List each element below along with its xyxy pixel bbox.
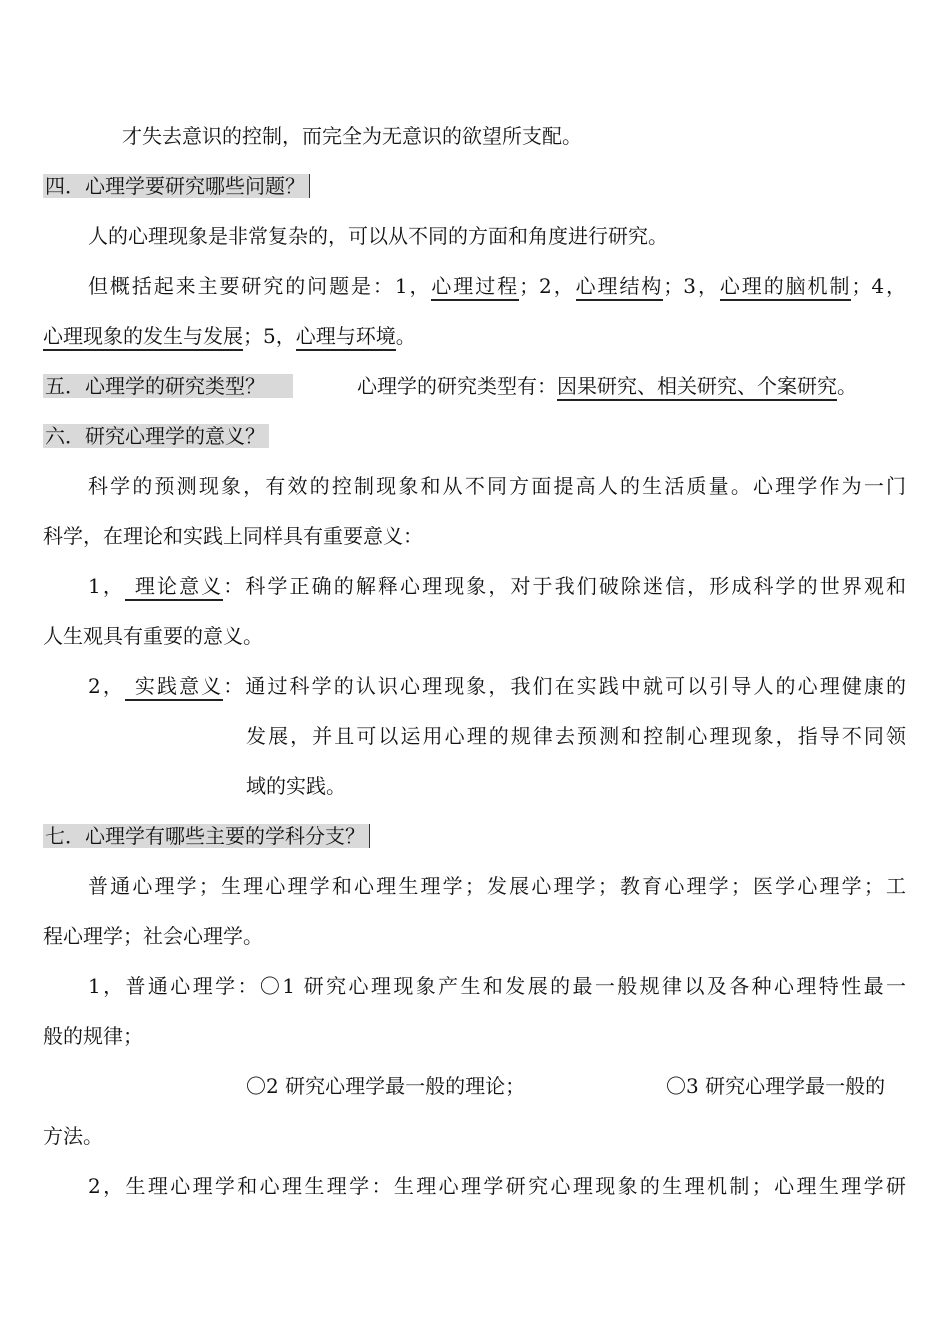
text-segment: ；4， <box>851 274 907 298</box>
paragraph-line: 科学的预测现象，有效的控制现象和从不同方面提高人的生活质量。心理学作为一门 <box>88 474 906 498</box>
heading-text: 五．心理学的研究类型？ <box>43 374 293 398</box>
text-segment: 1， <box>88 574 125 598</box>
text-segment: 心理学的研究类型有： <box>357 374 557 398</box>
text-segment: ：通过科学的认识心理现象，我们在实践中就可以引导人的心理健康的 <box>223 674 907 698</box>
underlined-term: 心理的脑机制 <box>720 274 852 301</box>
paragraph-line: 域的实践。 <box>246 774 346 798</box>
text-segment: 。 <box>837 374 857 398</box>
text-segment: ；2， <box>519 274 576 298</box>
paragraph-line: 才失去意识的控制，而完全为无意识的欲望所支配。 <box>122 124 582 148</box>
underlined-term: 实践意义 <box>125 674 223 701</box>
text-segment: ；5， <box>243 324 296 348</box>
section-heading-6 <box>43 422 269 450</box>
text-segment: 。 <box>395 324 416 348</box>
heading-text: 七．心理学有哪些主要的学科分支？ <box>43 824 370 848</box>
paragraph-line: 〇3 研究心理学最一般的 <box>666 1074 886 1098</box>
paragraph-line <box>43 322 416 350</box>
paragraph-line <box>357 372 857 400</box>
paragraph-line: 2，生理心理学和心理生理学：生理心理学研究心理现象的生理机制；心理生理学研 <box>88 1174 906 1198</box>
paragraph-line <box>88 272 906 300</box>
paragraph-line: 普通心理学；生理心理学和心理生理学；发展心理学；教育心理学；医学心理学；工 <box>88 874 906 898</box>
section-heading-7 <box>43 822 370 850</box>
text-segment: 但概括起来主要研究的问题是：1， <box>88 274 432 298</box>
underlined-term: 心理现象的发生与发展 <box>43 324 243 351</box>
paragraph-line: 程心理学；社会心理学。 <box>43 924 263 948</box>
paragraph-line: 发展，并且可以运用心理的规律去预测和控制心理现象，指导不同领 <box>246 724 906 748</box>
paragraph-line: 般的规律； <box>43 1024 143 1048</box>
heading-text: 六．研究心理学的意义？ <box>43 424 269 448</box>
section-heading-4 <box>43 172 310 200</box>
underlined-term: 心理过程 <box>431 274 519 301</box>
underlined-term: 理论意义 <box>125 574 223 601</box>
section-heading-5 <box>43 372 293 400</box>
text-segment: ；3， <box>663 274 720 298</box>
underlined-term: 因果研究、相关研究、个案研究 <box>557 374 837 401</box>
text-segment: 2， <box>88 674 125 698</box>
underlined-term: 心理结构 <box>576 274 664 301</box>
paragraph-line <box>88 572 906 600</box>
heading-text: 四．心理学要研究哪些问题？ <box>43 174 310 198</box>
paragraph-line: 1，普通心理学：〇1 研究心理现象产生和发展的最一般规律以及各种心理特性最一 <box>88 974 906 998</box>
paragraph-line: 方法。 <box>43 1124 103 1148</box>
paragraph-line <box>88 672 906 700</box>
text-segment: ：科学正确的解释心理现象，对于我们破除迷信，形成科学的世界观和 <box>223 574 907 598</box>
paragraph-line: 人生观具有重要的意义。 <box>43 624 263 648</box>
paragraph-line: 〇2 研究心理学最一般的理论； <box>246 1074 526 1098</box>
paragraph-line: 科学，在理论和实践上同样具有重要意义： <box>43 524 423 548</box>
underlined-term: 心理与环境 <box>296 324 396 351</box>
paragraph-line: 人的心理现象是非常复杂的，可以从不同的方面和角度进行研究。 <box>88 224 668 248</box>
